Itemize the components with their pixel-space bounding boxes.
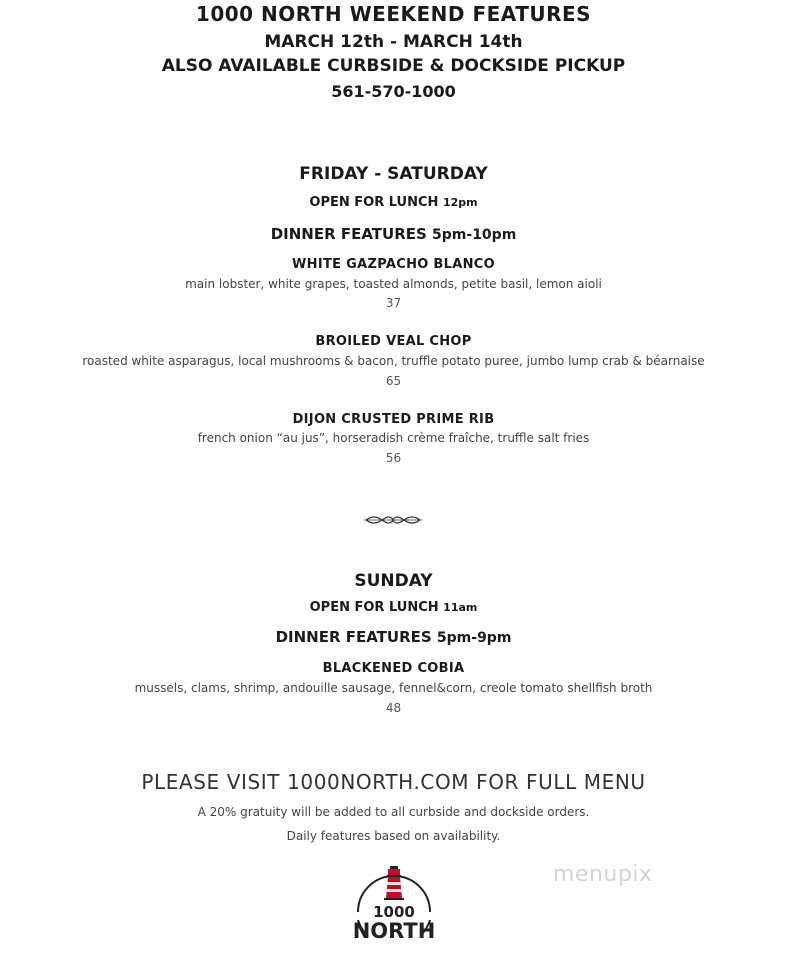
lunch-label: OPEN FOR LUNCH xyxy=(309,600,444,615)
dinner-hours-friday-saturday xyxy=(0,225,787,243)
lunch-time: 12pm xyxy=(442,196,478,209)
phone-number: 561-570-1000 xyxy=(331,82,456,101)
logo-word: NORTH xyxy=(352,919,436,943)
lunch-label: OPEN FOR LUNCH xyxy=(309,195,443,210)
availability-note: Daily features based on availability. xyxy=(286,829,501,843)
dish-price: 65 xyxy=(385,374,402,388)
logo-number: 1000 xyxy=(373,903,415,921)
dish-price: 37 xyxy=(385,296,402,310)
restaurant-logo xyxy=(348,860,440,956)
dish-name: DIJON CRUSTED PRIME RIB xyxy=(292,412,495,427)
lunch-hours-friday-saturday xyxy=(0,195,787,210)
dinner-hours-sunday xyxy=(0,628,787,646)
pickup-notice: ALSO AVAILABLE CURBSIDE & DOCKSIDE PICKUP xyxy=(161,56,626,76)
date-range: MARCH 12th - MARCH 14th xyxy=(264,32,523,52)
dinner-time: 5pm-10pm xyxy=(432,227,517,243)
lunch-hours-sunday xyxy=(0,600,787,615)
lunch-time: 11am xyxy=(443,601,478,614)
dish-description: mussels, clams, shrimp, andouille sausage, fennel&corn, creole tomato shellfish broth xyxy=(134,681,653,695)
dish-description: roasted white asparagus, local mushrooms & bacon, truffle potato puree, jumbo lump crab & béarnaise xyxy=(82,354,705,368)
dish-name: BLACKENED COBIA xyxy=(322,661,465,676)
gratuity-note: A 20% gratuity will be added to all curbside and dockside orders. xyxy=(197,805,590,819)
page-title: 1000 NORTH WEEKEND FEATURES xyxy=(195,2,592,26)
dish-price: 56 xyxy=(385,451,402,465)
dish-description: main lobster, white grapes, toasted almonds, petite basil, lemon aioli xyxy=(185,277,602,291)
ornament-divider-icon xyxy=(364,512,422,528)
dish-price: 48 xyxy=(385,701,402,715)
dish-description: french onion “au jus”, horseradish crème fraîche, truffle salt fries xyxy=(197,431,590,445)
full-menu-link-text: PLEASE VISIT 1000NORTH.COM FOR FULL MENU xyxy=(141,770,646,794)
dinner-label: DINNER FEATURES xyxy=(275,628,437,646)
dinner-label: DINNER FEATURES xyxy=(270,225,433,243)
dinner-time: 5pm-9pm xyxy=(436,630,512,646)
watermark: menupix xyxy=(553,862,653,887)
dish-name: BROILED VEAL CHOP xyxy=(315,334,472,349)
section-heading-sunday: SUNDAY xyxy=(354,571,433,591)
section-heading-friday-saturday: FRIDAY - SATURDAY xyxy=(299,164,488,184)
dish-name: WHITE GAZPACHO BLANCO xyxy=(292,257,495,272)
